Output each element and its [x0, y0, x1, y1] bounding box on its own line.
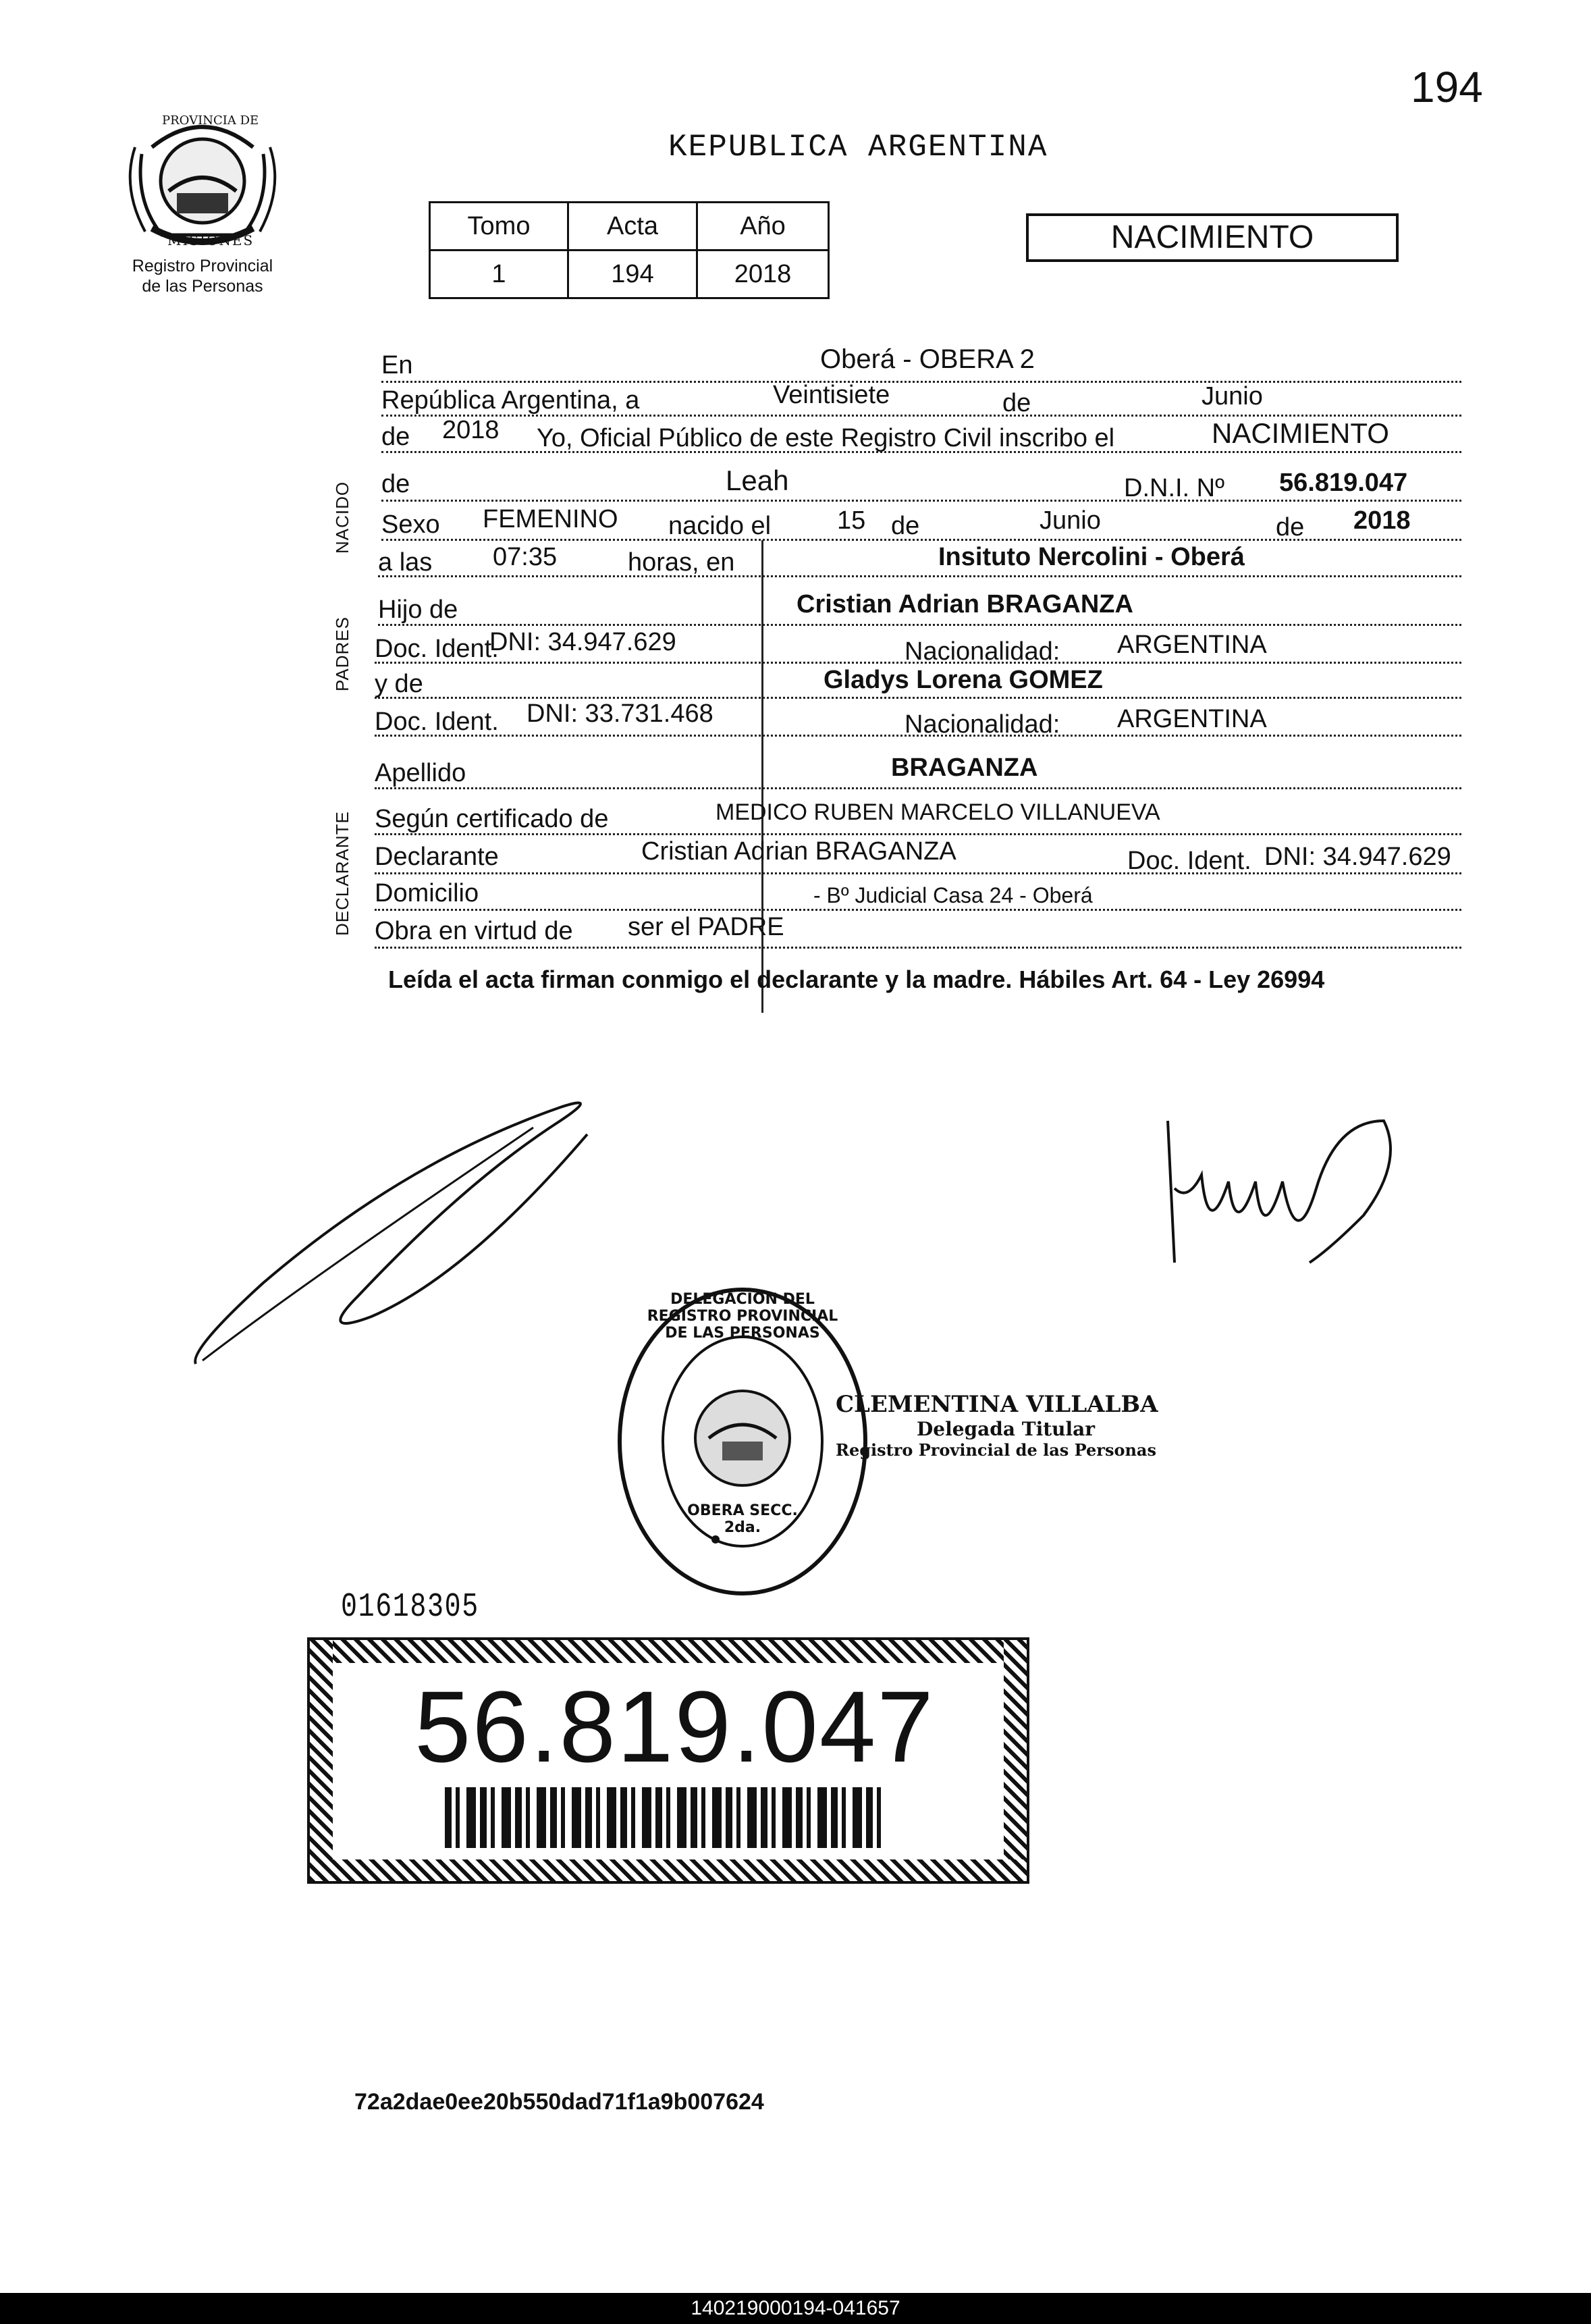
value-birth-year: 2018 [1353, 506, 1411, 535]
record-type: NACIMIENTO [1110, 219, 1314, 255]
row-en [381, 344, 1461, 383]
value-birth-month: Junio [1040, 506, 1101, 535]
value-lugar: Insituto Nercolini - Oberá [938, 543, 1245, 571]
label-sexo: Sexo [381, 510, 440, 539]
value-tomo: 1 [430, 250, 568, 298]
row-doc-madre [375, 699, 1461, 739]
label-doc-padre: Doc. Ident. [375, 635, 499, 663]
section-label-padres: PADRES [332, 616, 352, 691]
stamp-name: CLEMENTINA VILLALBA [836, 1391, 1158, 1418]
seal-bottom-text: MISIONES [167, 232, 254, 248]
footer-code: 140219000194-041657 [691, 2297, 900, 2319]
header-anio: Año [697, 203, 829, 250]
value-en: Oberá - OBERA 2 [820, 344, 1035, 374]
row-domicilio [375, 878, 1461, 911]
value-month: Junio [1202, 382, 1263, 411]
label-dni: D.N.I. Nº [1124, 474, 1224, 502]
row-nombre [381, 465, 1461, 502]
label-hijo-de: Hijo de [378, 596, 458, 624]
value-declarante: Cristian Adrian BRAGANZA [641, 837, 956, 866]
label-nacido-el: nacido el [668, 512, 772, 540]
footer-bar [0, 2293, 1591, 2324]
value-padre: Cristian Adrian BRAGANZA [797, 590, 1133, 618]
label-republica: República Argentina, a [381, 386, 640, 415]
label-y-de: y de [375, 670, 423, 698]
dni-label-number: 56.819.047 [414, 1670, 935, 1783]
round-seal [614, 1283, 871, 1600]
declarant-signature [182, 1094, 614, 1377]
official-stamp [836, 1391, 1158, 1460]
value-doc-declarante: DNI: 34.947.629 [1264, 843, 1451, 871]
label-oficial: Yo, Oficial Público de este Registro Civil inscribo el [537, 424, 1115, 452]
stamp-title: Delegada Titular [917, 1418, 1096, 1440]
label-nac-madre: Nacionalidad: [905, 710, 1060, 739]
seal-inner-text: OBERA SECC. 2da. [687, 1502, 798, 1536]
value-acta: 194 [568, 250, 697, 298]
record-table [429, 201, 830, 299]
row-declarante [375, 837, 1461, 875]
label-nombre: de [381, 470, 410, 498]
header-tomo: Tomo [430, 203, 568, 250]
registry-seal [115, 107, 290, 255]
row-fecha [381, 381, 1461, 417]
label-de-month: de [1002, 389, 1031, 417]
row-certificado [375, 799, 1461, 835]
row-sexo [381, 505, 1461, 542]
label-nac-padre: Nacionalidad: [905, 637, 1060, 666]
label-segun: Según certificado de [375, 805, 609, 833]
dni-label-pattern-right [1004, 1640, 1027, 1881]
label-birth-de1: de [891, 512, 920, 540]
value-nac-padre: ARGENTINA [1117, 631, 1267, 659]
dni-label-pattern-left [310, 1640, 333, 1881]
label-declarante: Declarante [375, 843, 499, 871]
dni-label-pattern-top [310, 1640, 1027, 1663]
section-label-declarante: DECLARANTE [332, 811, 352, 936]
label-doc-declarante: Doc. Ident. [1127, 847, 1251, 875]
value-apellido: BRAGANZA [891, 754, 1038, 782]
value-madre: Gladys Lorena GOMEZ [824, 666, 1103, 694]
registry-name-line1: Registro Provincial [132, 257, 273, 275]
value-hora: 07:35 [493, 543, 558, 571]
label-apellido: Apellido [375, 759, 466, 787]
serial-number: 01618305 [341, 1588, 479, 1627]
value-inscribe: NACIMIENTO [1212, 417, 1389, 449]
label-en: En [381, 351, 413, 379]
value-sexo: FEMENINO [483, 505, 618, 533]
dni-label-box [307, 1637, 1029, 1884]
stamp-registry: Registro Provincial de las Personas [836, 1440, 1156, 1460]
label-domicilio: Domicilio [375, 879, 479, 907]
row-hora [378, 544, 1461, 577]
value-certificado: MEDICO RUBEN MARCELO VILLANUEVA [716, 799, 1160, 825]
value-nombre: Leah [726, 465, 789, 496]
row-padre [378, 590, 1461, 626]
label-horas-en: horas, en [628, 548, 735, 577]
registry-name-line2: de las Personas [142, 277, 263, 296]
label-doc-madre: Doc. Ident. [375, 708, 499, 736]
value-year: 2018 [442, 416, 500, 444]
section-label-nacido: NACIDO [332, 481, 352, 554]
row-doc-padre [375, 628, 1461, 666]
page-number: 194 [1411, 63, 1483, 111]
value-doc-madre: DNI: 33.731.468 [527, 699, 713, 728]
value-doc-padre: DNI: 34.947.629 [489, 628, 676, 656]
label-year-prefix: de [381, 423, 410, 451]
dni-barcode [445, 1787, 884, 1848]
row-obra [375, 913, 1461, 949]
value-dni: 56.819.047 [1279, 469, 1408, 497]
record-type-box [1026, 213, 1399, 262]
label-a-las: a las [378, 548, 433, 577]
official-signature [1161, 1107, 1404, 1283]
value-nac-madre: ARGENTINA [1117, 705, 1267, 733]
row-madre [375, 667, 1461, 699]
header-acta: Acta [568, 203, 697, 250]
closing-text: Leída el acta firman conmigo el declarante y la madre. Hábiles Art. 64 - Ley 26994 [388, 966, 1325, 993]
label-birth-de2: de [1276, 513, 1305, 542]
seal-ring-text: DELEGACION DEL REGISTRO PROVINCIAL DE LAS PERSONAS [647, 1291, 838, 1342]
dni-label-pattern-bottom [310, 1859, 1027, 1881]
label-obra: Obra en virtud de [375, 917, 573, 945]
row-apellido [375, 755, 1461, 789]
value-anio: 2018 [697, 250, 829, 298]
value-day-words: Veintisiete [773, 381, 890, 409]
value-domicilio: - Bº Judicial Casa 24 - Oberá [813, 883, 1093, 907]
document-hash: 72a2dae0ee20b550dad71f1a9b007624 [354, 2089, 764, 2115]
seal-top-text: PROVINCIA DE [162, 113, 259, 128]
country-title: KEPUBLICA ARGENTINA [668, 130, 1048, 165]
row-inscripcion [381, 416, 1461, 453]
value-birth-day: 15 [837, 506, 866, 535]
value-obra: ser el PADRE [628, 913, 784, 941]
